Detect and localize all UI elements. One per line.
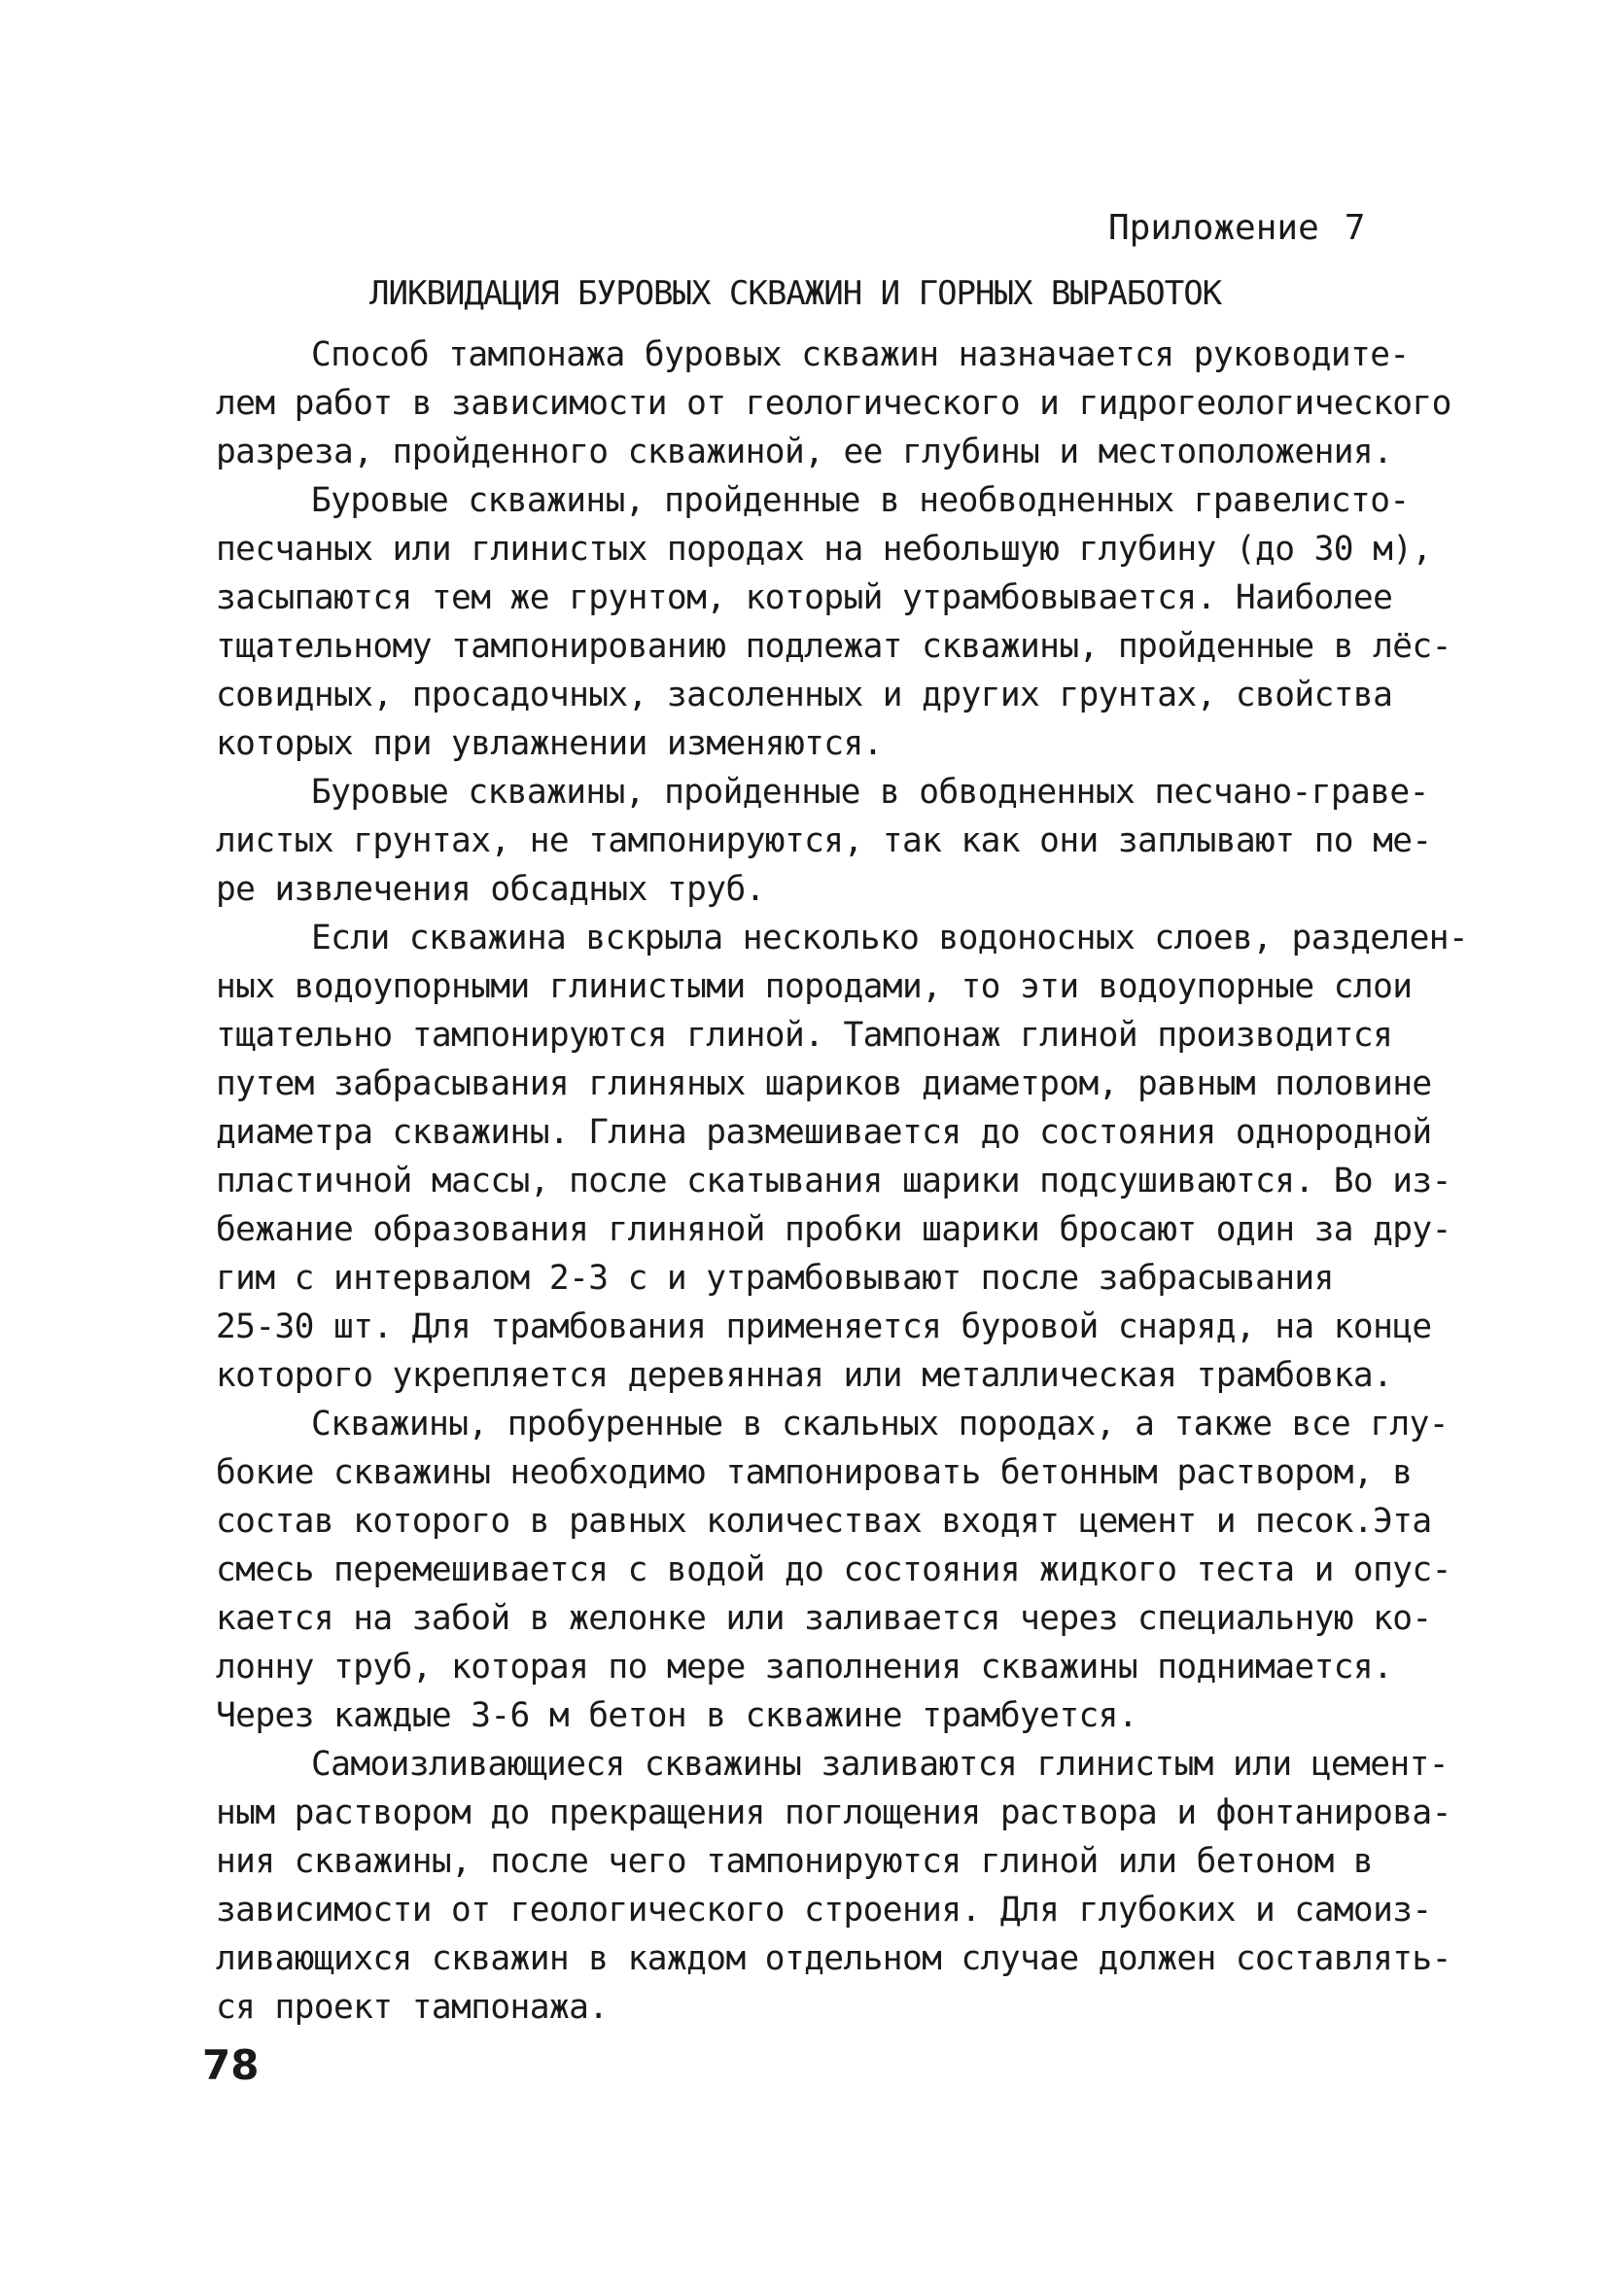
text-line: тщательно тампонируются глиной. Тампонаж глиной производится — [216, 1016, 1393, 1055]
text-line: бокие скважины необходимо тампонировать бетонным раствором, в — [216, 1453, 1413, 1492]
text-line: ливающихся скважин в каждом отдельном случае должен составлять- — [216, 1939, 1451, 1978]
text-line: ных водоупорными глинистыми породами, то эти водоупорные слои — [216, 967, 1413, 1006]
text-line: пластичной массы, после скатывания шарики подсушиваются. Во из- — [216, 1162, 1451, 1200]
text-line: ным раствором до прекращения поглощения раствора и фонтанирова- — [216, 1793, 1451, 1832]
document-body — [216, 330, 1469, 2032]
paragraph — [216, 330, 1451, 476]
text-line: совидных, просадочных, засоленных и других грунтах, свойства — [216, 676, 1393, 714]
paragraph — [216, 1400, 1451, 1740]
text-line: Буровые скважины, пройденные в обводненных песчано-граве- — [311, 773, 1429, 812]
paragraph — [216, 914, 1469, 1400]
text-line: которых при увлажнении изменяются. — [216, 724, 883, 763]
text-line: ре извлечения обсадных труб. — [216, 870, 765, 909]
text-line: Способ тампонажа буровых скважин назначается руководите- — [311, 335, 1410, 374]
text-line: засыпаются тем же грунтом, который утрамбовывается. Наиболее — [216, 578, 1393, 617]
text-line: кается на забой в желонке или заливается через специальную ко- — [216, 1599, 1432, 1638]
text-line: диаметра скважины. Глина размешивается до состояния однородной — [216, 1113, 1432, 1152]
text-line: Скважины, пробуренные в скальных породах, а также все глу- — [311, 1405, 1449, 1444]
text-line: лем работ в зависимости от геологического и гидрогеологического — [216, 384, 1451, 423]
text-line: которого укрепляется деревянная или металлическая трамбовка. — [216, 1356, 1393, 1395]
text-line: листых грунтах, не тампонируются, так как они заплывают по ме- — [216, 821, 1432, 860]
text-line: состав которого в равных количествах входят цемент и песок.Эта — [216, 1502, 1432, 1541]
page-title: ЛИКВИДАЦИЯ БУРОВЫХ СКВАЖИН И ГОРНЫХ ВЫРАБОТОК — [369, 274, 1222, 313]
text-line: песчаных или глинистых породах на небольшую глубину (до 30 м), — [216, 530, 1432, 569]
text-line: лонну труб, которая по мере заполнения скважины поднимается. — [216, 1648, 1393, 1687]
text-line: 25-30 шт. Для трамбования применяется буровой снаряд, на конце — [216, 1307, 1432, 1346]
text-line: ния скважины, после чего тампонируются глиной или бетоном в — [216, 1842, 1374, 1881]
paragraph — [216, 476, 1451, 768]
text-line: зависимости от геологического строения. Для глубоких и самоиз- — [216, 1891, 1432, 1930]
text-line: Буровые скважины, пройденные в необводненных гравелисто- — [311, 481, 1410, 520]
text-line: Через каждые 3-6 м бетон в скважине трамбуется. — [216, 1696, 1138, 1735]
text-line: ся проект тампонажа. — [216, 1988, 609, 2027]
text-line: тщательному тампонированию подлежат скважины, пройденные в лёс- — [216, 627, 1451, 666]
text-line: Если скважина вскрыла несколько водоносных слоев, разделен- — [311, 919, 1469, 957]
text-line: Самоизливающиеся скважины заливаются глинистым или цемент- — [311, 1745, 1449, 1784]
appendix-number: 7 — [1344, 208, 1366, 248]
text-line: разреза, пройденного скважиной, ее глубины и местоположения. — [216, 433, 1393, 471]
page-number: 78 — [202, 2041, 260, 2089]
text-line: путем забрасывания глиняных шариков диаметром, равным половине — [216, 1064, 1432, 1103]
appendix-label-text: Приложение — [1108, 208, 1319, 248]
text-line: гим с интервалом 2-3 с и утрамбовывают после забрасывания — [216, 1259, 1334, 1298]
paragraph — [216, 1740, 1451, 2032]
appendix-label — [1108, 208, 1365, 248]
text-line: бежание образования глиняной пробки шарики бросают один за дру- — [216, 1210, 1451, 1249]
paragraph — [216, 768, 1432, 914]
text-line: смесь перемешивается с водой до состояния жидкого теста и опус- — [216, 1550, 1451, 1589]
